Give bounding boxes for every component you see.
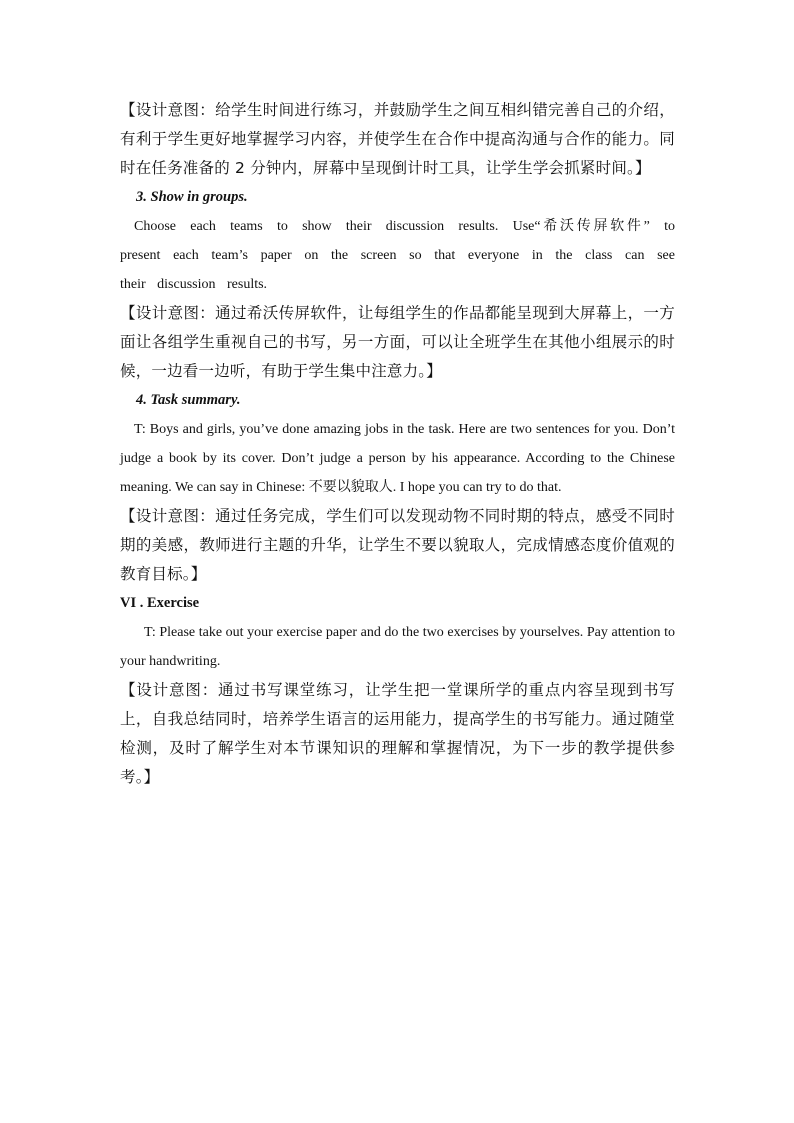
design-intent-paragraph-2: 【设计意图：通过希沃传屏软件，让每组学生的作品都能呈现到大屏幕上，一方面让各组学生重视自己的书写，另一方面，可以让全班学生在其他小组展示的时候，一边看一边听，有助于学生集中注意力。】 (120, 304, 675, 380)
document-page (120, 96, 675, 792)
design-intent-paragraph-3: 【设计意图：通过任务完成，学生们可以发现动物不同时期的特点，感受不同时期的美感，教师进行主题的升华，让学生不要以貌取人，完成情感态度价值观的教育目标。】 (120, 507, 675, 583)
design-intent-paragraph-1: 【设计意图：给学生时间进行练习，并鼓励学生之间互相纠错完善自己的介绍，有利于学生更好地掌握学习内容，并使学生在合作中提高沟通与合作的能力。同时在任务准备的 2 分钟内，屏幕中呈现倒计时工具，让学生学会抓紧时间。】 (120, 101, 675, 177)
design-intent-paragraph-4: 【设计意图：通过书写课堂练习，让学生把一堂课所学的重点内容呈现到书写上，自我总结同时，培养学生语言的运用能力，提高学生的书写能力。通过随堂检测，及时了解学生对本节课知识的理解和掌握情况，为下一步的教学提供参考。】 (120, 681, 675, 786)
show-in-groups-paragraph: Choose each teams to show their discussion results. Use“希沃传屏软件” to present each team’s paper on the screen so that everyone in the class can see their discussion results. (120, 219, 675, 292)
heading-show-in-groups: 3. Show in groups. (136, 189, 248, 205)
task-summary-paragraph: T: Boys and girls, you’ve done amazing jobs in the task. Here are two sentences for you. Don’t judge a book by its cover. Don’t judge a person by his appearance. According to the Chinese meaning. We can say in Chinese: 不要以貌取人. I hope you can try to do that. (120, 422, 675, 495)
heading-exercise: VI . Exercise (120, 595, 200, 611)
heading-task-summary: 4. Task summary. (136, 392, 241, 408)
exercise-paragraph: T: Please take out your exercise paper and do the two exercises by yourselves. Pay attention to your handwriting. (120, 625, 675, 669)
